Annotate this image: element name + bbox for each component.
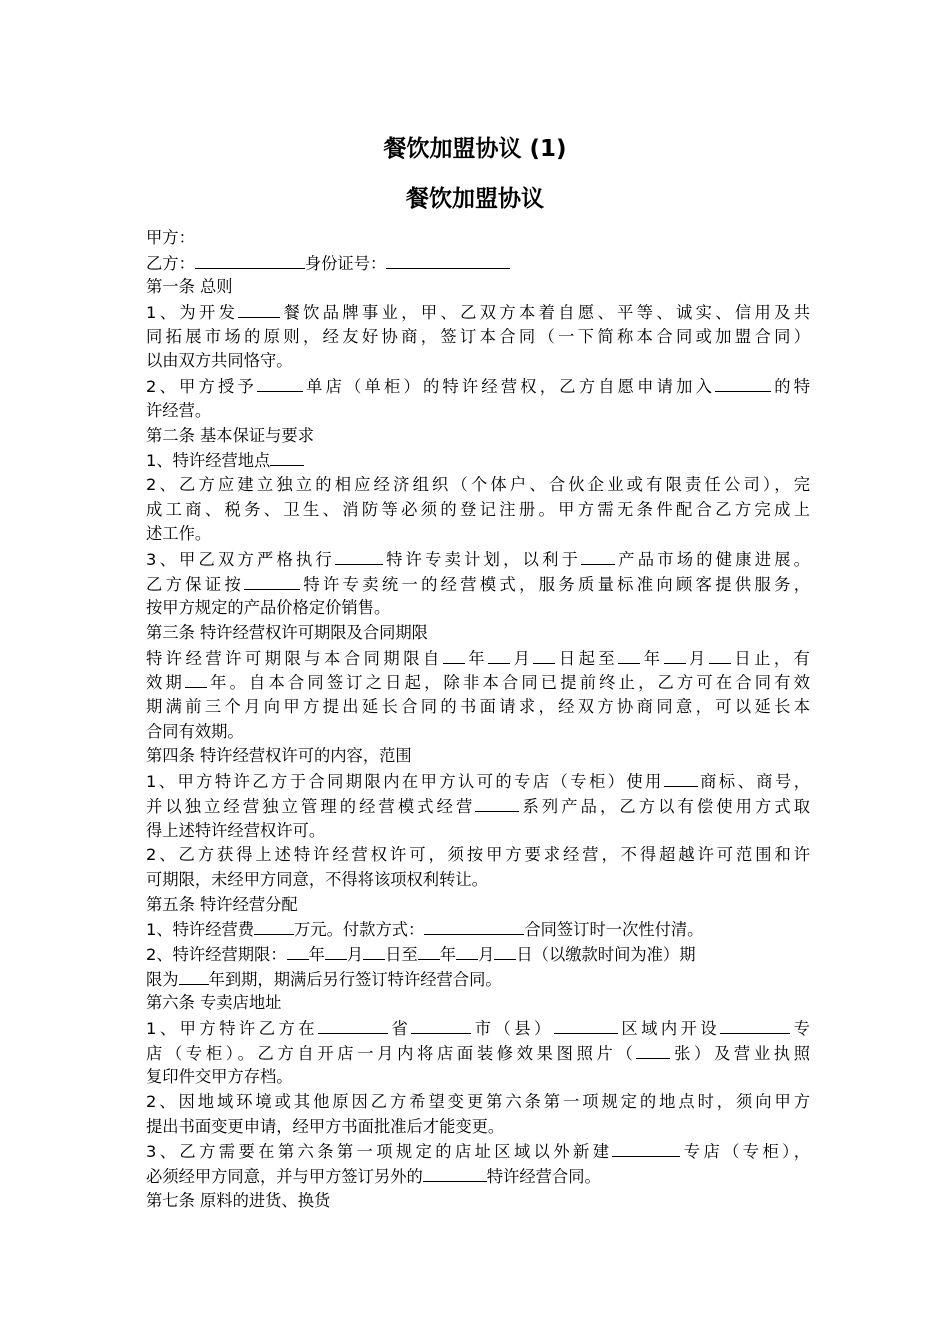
fill-in-blank [664, 646, 686, 664]
text-line [146, 868, 810, 893]
text-segment: 万元。付款方式： [294, 920, 425, 940]
text-line [146, 1164, 810, 1189]
text-segment: 餐饮品牌事业，甲、乙双方本着自愿、平等、诚实、信用及共 [280, 303, 811, 323]
text-segment: 日（以缴款时间为准）期 [516, 944, 696, 964]
text-segment: 第一条 总则 [146, 277, 233, 297]
text-segment: 第五条 特许经营分配 [146, 894, 298, 914]
text-segment: 1、甲方特许乙方于合同期限内在甲方认可的专店（专柜）使用 [146, 772, 664, 792]
fill-in-blank [257, 374, 303, 392]
text-line [146, 596, 810, 621]
text-segment: 以由双方共同恪守。 [146, 351, 293, 371]
text-segment: 身份证号： [304, 253, 387, 273]
text-segment: 甲方： [146, 228, 195, 247]
text-line [146, 226, 810, 251]
text-segment: 乙方： [146, 253, 195, 273]
fill-in-blank [363, 942, 385, 960]
text-segment: 第二条 基本保证与要求 [146, 425, 314, 445]
fill-in-blank [554, 1016, 618, 1034]
text-segment: 提出书面变更申请，经甲方书面批准后才能变更。 [146, 1116, 505, 1136]
text-segment: 复印件交甲方存档。 [146, 1067, 293, 1087]
text-line [146, 1139, 810, 1164]
text-line [146, 399, 810, 424]
text-segment: 年到期，期满后另行签订特许经营合同。 [208, 969, 502, 989]
text-segment: 特许专卖统一的经营模式，服务质量标准向顾客提供服务， [300, 574, 810, 594]
text-segment: 效期 [146, 673, 185, 693]
fill-in-blank [424, 917, 524, 935]
fill-in-blank [720, 1016, 790, 1034]
text-segment: 第七条 原料的进货、换货 [146, 1190, 331, 1210]
text-segment: 特许专卖计划，以利于 [382, 549, 582, 569]
text-segment: 2、特许经营期限： [146, 944, 287, 964]
text-segment: 限为 [146, 969, 179, 989]
fill-in-blank [423, 1164, 487, 1182]
text-line [146, 917, 810, 942]
text-segment: 商标、商号， [697, 772, 810, 792]
text-line [146, 1189, 810, 1214]
text-line [146, 646, 810, 671]
fill-in-blank [195, 251, 305, 269]
text-line [146, 695, 810, 720]
fill-in-blank [244, 572, 300, 590]
agreement-body [146, 226, 810, 1214]
text-line [146, 670, 810, 695]
text-line [146, 498, 810, 523]
text-line [146, 794, 810, 819]
text-segment: 月 [685, 648, 709, 668]
text-segment: 1、特许经营费 [146, 920, 255, 940]
text-line [146, 621, 810, 646]
text-segment: 年 [308, 944, 325, 964]
fill-in-blank [185, 670, 207, 688]
fill-in-blank [618, 646, 640, 664]
text-segment: 期满前三个月向甲方提出延长合同的书面请求，经双方协商同意，可以延长本 [146, 697, 810, 717]
text-segment: 月 [510, 648, 534, 668]
fill-in-blank [475, 794, 519, 812]
text-segment: 区域内开设 [617, 1019, 721, 1038]
text-segment: 单店（单柜）的特许经营权，乙方自愿申请加入 [302, 377, 716, 397]
text-segment: 同拓展市场的原则，经友好协商，签订本合同（一下简称本合同或加盟合同） [146, 326, 810, 346]
text-line [146, 819, 810, 844]
text-line [146, 1016, 810, 1041]
text-line [146, 843, 810, 868]
text-line [146, 572, 810, 597]
fill-in-blank [287, 942, 309, 960]
text-line [146, 769, 810, 794]
fill-in-blank [636, 1041, 670, 1059]
text-line [146, 1065, 810, 1090]
text-line [146, 349, 810, 374]
text-line [146, 893, 810, 918]
text-segment: 年。自本合同签订之日起，除非本合同已提前终止，乙方可在合同有效 [206, 673, 810, 693]
text-segment: 按甲方规定的产品价格定价销售。 [146, 598, 391, 618]
text-segment: 日起至 [555, 648, 619, 668]
text-line [146, 991, 810, 1016]
text-segment: 日至 [385, 944, 418, 964]
text-segment: 成工商、税务、卫生、消防等必须的登记注册。甲方需无条件配合乙方完成上 [146, 499, 810, 519]
fill-in-blank [386, 251, 510, 269]
text-line [146, 1115, 810, 1140]
text-line [146, 942, 810, 967]
text-line [146, 374, 810, 399]
text-segment: 第三条 特许经营权许可期限及合同期限 [146, 623, 428, 642]
text-segment: 得上述特许经营权许可。 [146, 820, 326, 840]
text-segment: 合同签订时一次性付清。 [524, 920, 704, 940]
text-line [146, 448, 810, 473]
document-title: 餐饮加盟协议 (1) [383, 136, 567, 162]
fill-in-blank [612, 1139, 680, 1157]
text-segment: 省 [388, 1019, 412, 1038]
text-segment: 2、乙方获得上述特许经营权许可，须按甲方要求经营，不得超越许可范围和许 [146, 845, 810, 865]
text-line [146, 720, 810, 745]
text-segment: 述工作。 [146, 524, 212, 544]
fill-in-blank [411, 1016, 471, 1034]
text-segment: 专 [790, 1019, 810, 1038]
fill-in-blank [533, 646, 555, 664]
text-line [146, 473, 810, 498]
fill-in-blank [456, 942, 478, 960]
text-segment: 2、因地域环境或其他原因乙方希望变更第六条第一项规定的地点时，须向甲方 [146, 1092, 810, 1112]
text-segment: 2、甲方授予 [146, 377, 257, 397]
fill-in-blank [664, 769, 698, 787]
text-segment: 市（县） [471, 1019, 554, 1038]
text-line [146, 1090, 810, 1115]
text-line [146, 325, 810, 350]
text-segment: 系列产品，乙方以有偿使用方式取 [519, 796, 810, 816]
text-segment: 2、乙方应建立独立的相应经济组织（个体户、合伙企业或有限责任公司），完 [146, 474, 810, 494]
agreement-heading: 餐饮加盟协议 [406, 186, 544, 212]
text-segment: 特许经营许可期限与本合同期限自 [146, 648, 443, 668]
text-line [146, 744, 810, 769]
text-segment: 许经营。 [146, 400, 212, 420]
fill-in-blank [443, 646, 465, 664]
text-segment: 产品市场的健康进展。 [615, 549, 810, 569]
text-line [146, 424, 810, 449]
text-segment: 乙方保证按 [146, 574, 245, 594]
fill-in-blank [325, 942, 347, 960]
text-segment: 必须经甲方同意，并与甲方签订另外的 [146, 1167, 423, 1187]
text-line [146, 1041, 810, 1066]
text-segment: 3、甲乙双方严格执行 [146, 549, 335, 569]
fill-in-blank [254, 917, 294, 935]
text-segment: 张）及营业执照 [670, 1043, 810, 1063]
text-segment: 月 [478, 944, 495, 964]
text-segment: 3、乙方需要在第六条第一项规定的店址区域以外新建 [146, 1142, 613, 1162]
text-segment: 并以独立经营独立管理的经营模式经营 [146, 796, 476, 816]
text-segment: 1、甲方特许乙方在 [146, 1019, 318, 1038]
text-segment: 年 [464, 648, 489, 668]
text-segment: 日止，有 [730, 648, 810, 668]
text-segment: 年 [640, 648, 664, 668]
text-line [146, 300, 810, 325]
text-segment: 合同有效期。 [146, 721, 244, 741]
fill-in-blank [318, 1016, 388, 1034]
text-segment: 1、特许经营地点 [146, 451, 271, 471]
text-line [146, 547, 810, 572]
text-line [146, 967, 810, 992]
fill-in-blank [715, 374, 771, 392]
fill-in-blank [709, 646, 731, 664]
text-segment: 月 [346, 944, 364, 964]
text-segment: 的特 [771, 377, 810, 397]
fill-in-blank [335, 547, 383, 565]
text-segment: 店（专柜）。乙方自开店一月内将店面装修效果图照片（ [146, 1043, 637, 1063]
text-line [146, 275, 810, 300]
text-line [146, 522, 810, 547]
text-line [146, 251, 810, 276]
fill-in-blank [270, 448, 304, 466]
text-segment: 年 [439, 944, 457, 964]
text-segment: 1、为开发 [146, 303, 239, 323]
fill-in-blank [238, 300, 280, 318]
fill-in-blank [581, 547, 615, 565]
fill-in-blank [418, 942, 440, 960]
text-segment: 特许经营合同。 [486, 1167, 601, 1187]
fill-in-blank [494, 942, 516, 960]
text-segment: 可期限，未经甲方同意，不得将该项权利转让。 [146, 869, 488, 889]
text-segment: 专店（专柜）， [680, 1142, 810, 1162]
fill-in-blank [488, 646, 510, 664]
text-segment: 第六条 专卖店地址 [146, 993, 282, 1013]
fill-in-blank [179, 967, 209, 985]
text-segment: 第四条 特许经营权许可的内容，范围 [146, 746, 412, 766]
